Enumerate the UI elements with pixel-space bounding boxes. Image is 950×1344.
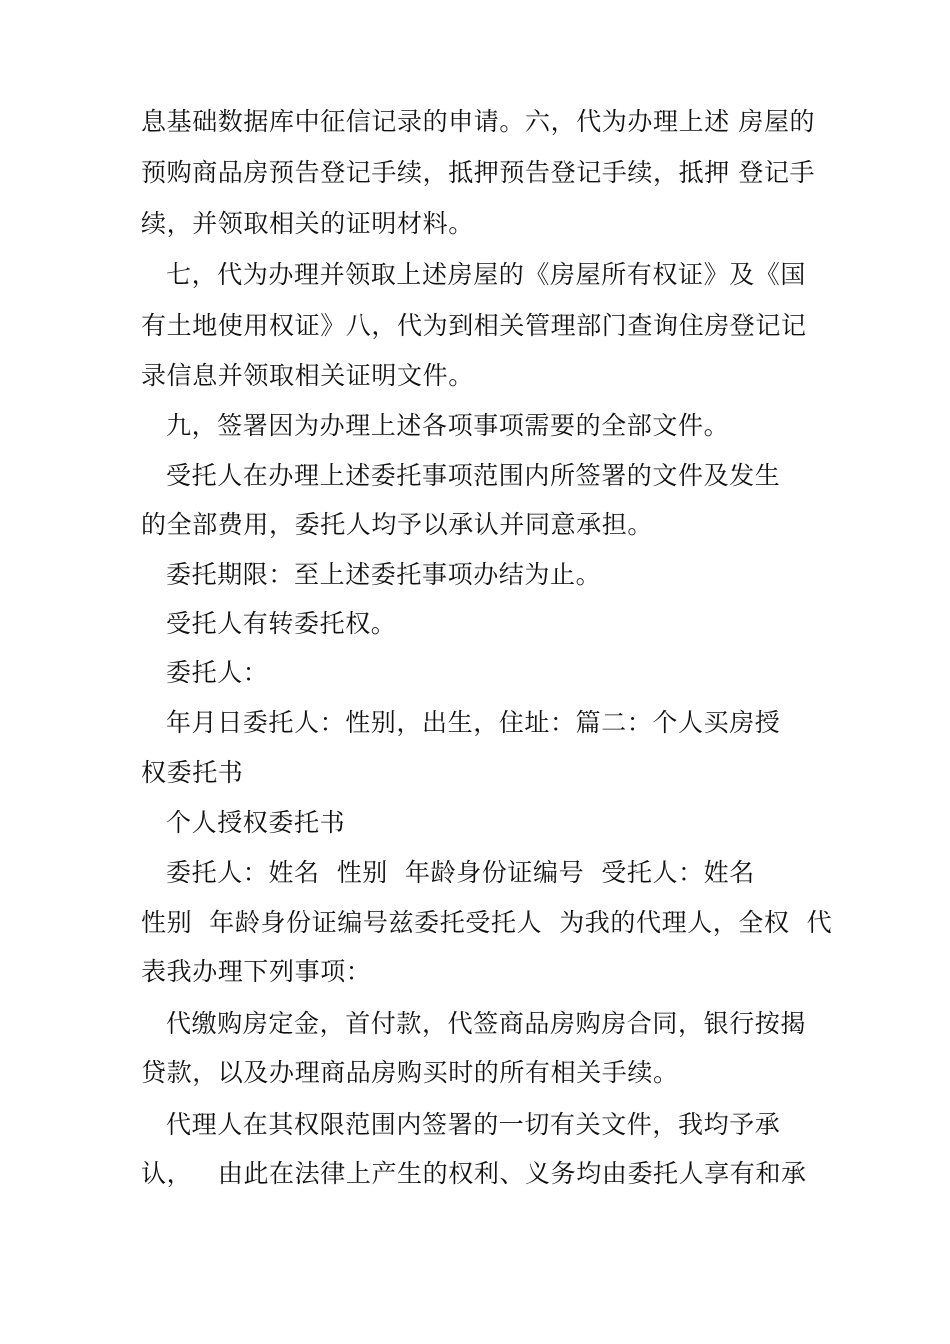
text-line: 认， 由此在法律上产生的权利、义务均由委托人享有和承 [141, 1159, 807, 1188]
text-line: 七，代为办理并领取上述房屋的《房屋所有权证》及《国 [166, 260, 807, 289]
text-line: 委托人：姓名 性别 年龄身份证编号 受托人：姓名 [166, 858, 755, 887]
text-line: 个人授权委托书 [166, 808, 346, 837]
text-line: 续，并领取相关的证明材料。 [141, 209, 474, 238]
text-line: 代缴购房定金，首付款，代签商品房购房合同，银行按揭 [166, 1009, 807, 1038]
text-line: 息基础数据库中征信记录的申请。六，代为办理上述 房屋的 [141, 107, 816, 136]
text-line: 录信息并领取相关证明文件。 [141, 361, 474, 390]
text-line: 受托人在办理上述委托事项范围内所签署的文件及发生 [166, 461, 781, 490]
text-line: 九，签署因为办理上述各项事项需要的全部文件。 [166, 411, 730, 440]
text-line: 年月日委托人：性别，出生，住址：篇二：个人买房授 [166, 708, 781, 737]
text-line: 受托人有转委托权。 [166, 609, 397, 638]
text-line: 表我办理下列事项： [141, 957, 372, 986]
text-line: 委托人： [166, 658, 269, 687]
text-line: 有土地使用权证》八，代为到相关管理部门查询住房登记记 [141, 311, 807, 340]
text-line: 委托期限：至上述委托事项办结为止。 [166, 560, 602, 589]
text-line: 的全部费用，委托人均予以承认并同意承担。 [141, 510, 654, 539]
text-line: 权委托书 [141, 758, 244, 787]
text-line: 贷款，以及办理商品房购买时的所有相关手续。 [141, 1058, 679, 1087]
text-line: 预购商品房预告登记手续，抵押预告登记手续，抵押 登记手 [141, 158, 816, 187]
text-line: 代理人在其权限范围内签署的一切有关文件，我均予承 [166, 1110, 781, 1139]
text-line: 性别 年龄身份证编号兹委托受托人 为我的代理人，全权 代 [141, 908, 833, 937]
